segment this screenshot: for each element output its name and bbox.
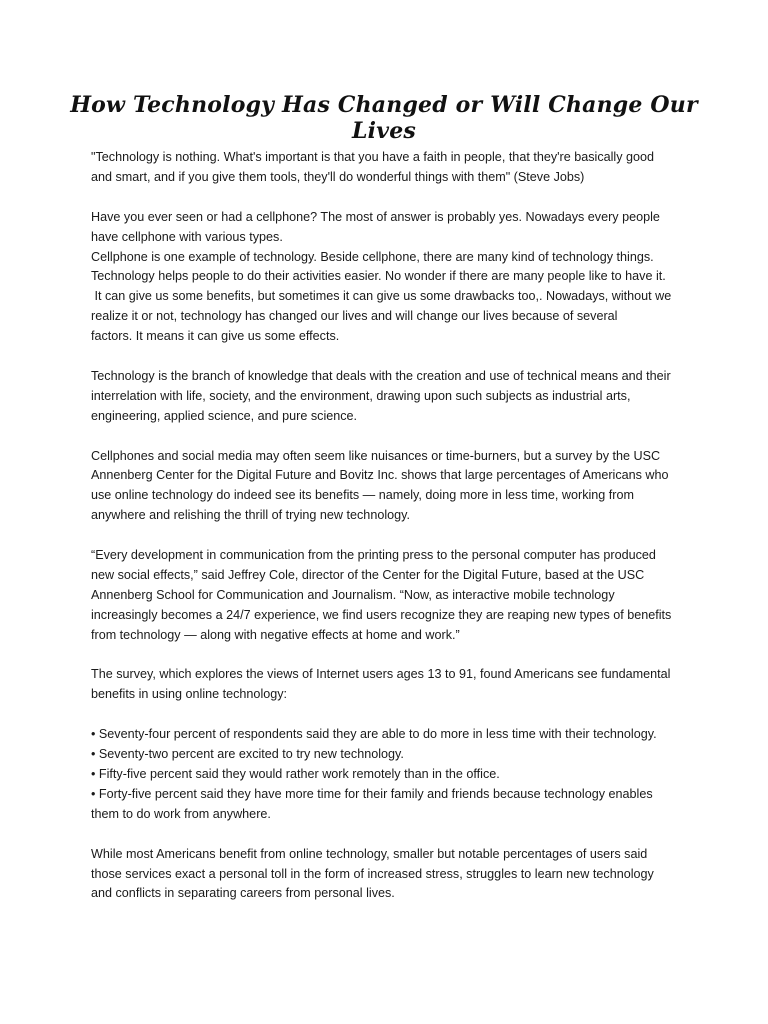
bullet-item-continuation: them to do work from anywhere. bbox=[91, 806, 271, 821]
text-line: factors. It means it can give us some effects. bbox=[91, 329, 340, 344]
bullet-item: • Seventy-two percent are excited to try new technology. bbox=[91, 747, 404, 762]
cole-quote-paragraph bbox=[91, 546, 689, 646]
text-line: Cellphone is one example of technology. Beside cellphone, there are many kind of technology things. bbox=[91, 249, 654, 264]
findings-bullet-list bbox=[91, 725, 689, 825]
text-line: Have you ever seen or had a cellphone? The most of answer is probably yes. Nowadays every people bbox=[91, 209, 660, 224]
conclusion-paragraph bbox=[91, 845, 689, 905]
text-line: have cellphone with various types. bbox=[91, 229, 283, 244]
text-line: benefits in using online technology: bbox=[91, 687, 288, 702]
text-line: Cellphones and social media may often seem like nuisances or time-burners, but a survey by the USC bbox=[91, 448, 661, 463]
text-line: “Every development in communication from the printing press to the personal computer has produced bbox=[91, 548, 656, 563]
text-line: Technology helps people to do their activities easier. No wonder if there are many people like to have it. bbox=[91, 269, 666, 284]
text-line: new social effects,” said Jeffrey Cole, director of the Center for the Digital Future, based at the USC bbox=[91, 567, 645, 582]
intro-paragraph bbox=[91, 208, 689, 347]
text-line: It can give us some benefits, but sometimes it can give us some drawbacks too,. Nowadays, without we bbox=[91, 289, 672, 304]
bullet-item: • Fifty-five percent said they would rather work remotely than in the office. bbox=[91, 767, 500, 781]
bullet-item: • Seventy-four percent of respondents said they are able to do more in less time with their technology. bbox=[91, 727, 657, 742]
text-line: and smart, and if you give them tools, they'll do wonderful things with them" (Steve Jobs) bbox=[91, 169, 585, 184]
text-line: While most Americans benefit from online technology, smaller but notable percentages of users said bbox=[91, 846, 648, 861]
text-line: "Technology is nothing. What's important is that you have a faith in people, that they're basically good bbox=[91, 150, 655, 164]
text-line: Technology is the branch of knowledge that deals with the creation and use of technical means and their bbox=[91, 368, 671, 383]
document-body bbox=[91, 148, 689, 924]
text-line: anywhere and relishing the thrill of trying new technology. bbox=[91, 508, 410, 523]
steve-jobs-quote-paragraph bbox=[91, 148, 689, 188]
text-line: increasingly becomes a 24/7 experience, we find users recognize they are reaping new types of benefits bbox=[91, 607, 672, 622]
text-line: The survey, which explores the views of Internet users ages 13 to 91, found Americans see fundamental bbox=[91, 667, 671, 682]
bullet-item: • Forty-five percent said they have more time for their family and friends because technology enables bbox=[91, 786, 653, 801]
document-title: How Technology Has Changed or Will Change Our Lives bbox=[70, 92, 698, 144]
text-line: Annenberg Center for the Digital Future and Bovitz Inc. shows that large percentages of Americans who bbox=[91, 468, 669, 483]
survey-intro-paragraph bbox=[91, 447, 689, 527]
text-line: realize it or not, technology has changed our lives and will change our lives because of several bbox=[91, 309, 618, 324]
definition-paragraph bbox=[91, 367, 689, 427]
survey-findings-paragraph bbox=[91, 665, 689, 705]
text-line: those services exact a personal toll in the form of increased stress, struggles to learn new technology bbox=[91, 866, 654, 881]
text-line: Annenberg School for Communication and Journalism. “Now, as interactive mobile technology bbox=[91, 587, 615, 602]
text-line: engineering, applied science, and pure science. bbox=[91, 408, 358, 423]
text-line: interrelation with life, society, and the environment, drawing upon such subjects as industrial arts, bbox=[91, 388, 631, 403]
text-line: and conflicts in separating careers from personal lives. bbox=[91, 886, 395, 901]
text-line: from technology — along with negative effects at home and work.” bbox=[91, 627, 460, 642]
text-line: use online technology do indeed see its benefits — namely, doing more in less time, working from bbox=[91, 488, 634, 503]
